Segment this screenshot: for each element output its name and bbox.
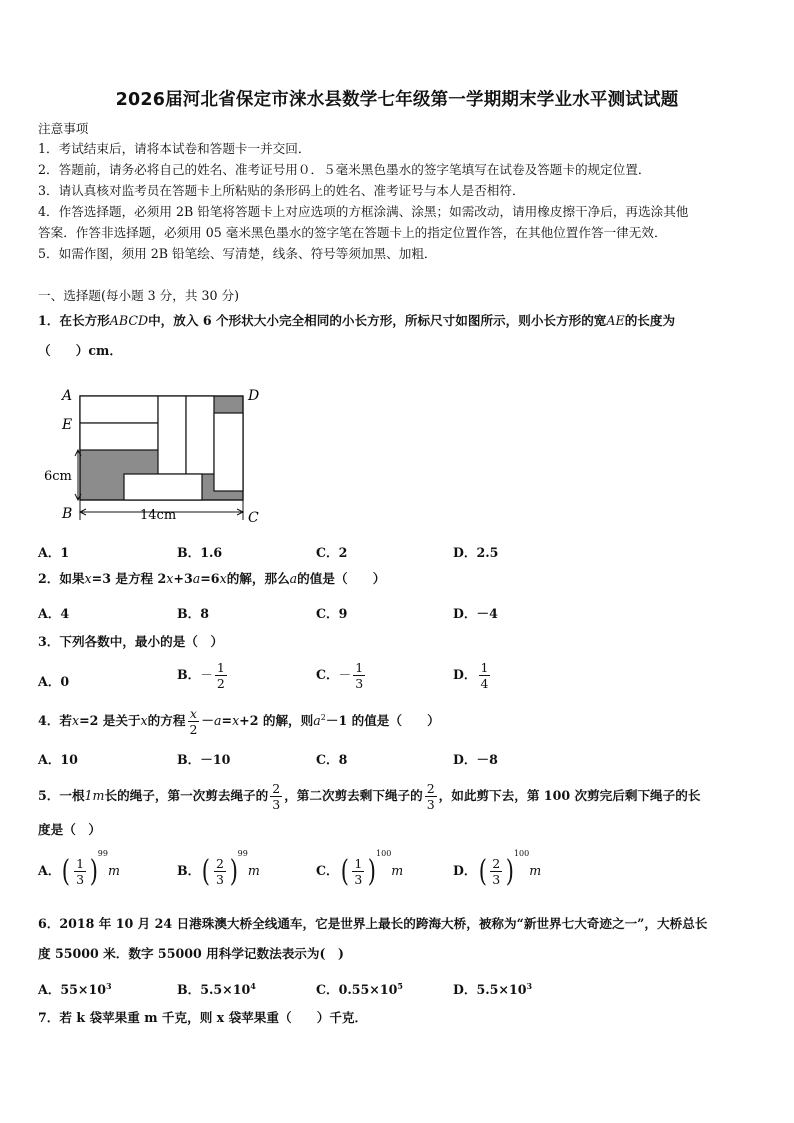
right-paren: ) bbox=[505, 853, 515, 889]
q6-option-a-label: A．55×10 bbox=[38, 982, 106, 997]
label-c: C bbox=[248, 510, 259, 526]
question-6-line1: 6．2018 年 10 月 24 日港珠澳大桥全线通车，它是世界上最长的跨海大桥，被称为“新世界七大奇迹之一”，大桥总长 bbox=[38, 916, 708, 931]
right-paren: ) bbox=[89, 853, 99, 889]
frac-numerator: 1 bbox=[480, 660, 489, 675]
question-1-text bbox=[38, 313, 675, 329]
q2-end: 的值是（ ） bbox=[297, 571, 386, 586]
q6-option-b-label: B．5.5×10 bbox=[177, 982, 251, 997]
q6-option-d[interactable] bbox=[453, 979, 532, 998]
question-3-text: 3．下列各数中，最小的是（ ） bbox=[38, 634, 224, 649]
q5-mid3: ，如此剪下去，第 100 次剪完后剩下绳子的长 bbox=[438, 788, 701, 803]
q4-option-a[interactable]: A．10 bbox=[38, 752, 78, 767]
q2-mid: +3 bbox=[173, 571, 193, 586]
q5-option-a-label: A． bbox=[38, 863, 61, 878]
question-1-line2: （ ）cm． bbox=[38, 343, 122, 358]
q4-minus: － bbox=[201, 713, 214, 728]
notice-item-4: 4．作答选择题，必须用 2B 铅笔将答题卡上对应选项的方框涂满、涂黑；如需改动，请用橡皮擦干净后，再选涂其他 bbox=[38, 204, 689, 219]
q3-option-c-fraction bbox=[353, 660, 365, 691]
q2-option-d[interactable]: D．－4 bbox=[453, 606, 498, 621]
q4-option-c[interactable]: C．8 bbox=[316, 752, 348, 767]
q2-var-x2: x bbox=[166, 571, 174, 586]
q6-option-c[interactable] bbox=[316, 979, 403, 998]
q3-option-d-label: D． bbox=[453, 667, 477, 682]
frac-denominator: 3 bbox=[272, 797, 281, 812]
q1-option-d[interactable]: D．2.5 bbox=[453, 545, 499, 560]
q2-option-b[interactable]: B．8 bbox=[177, 606, 210, 621]
right-paren: ) bbox=[229, 853, 238, 889]
small-rect-4 bbox=[186, 396, 214, 474]
unit: m bbox=[107, 863, 120, 878]
left-paren: ( bbox=[202, 853, 211, 889]
q5-option-b-fraction bbox=[214, 856, 226, 887]
q3-option-c[interactable] bbox=[316, 660, 367, 691]
q6-option-d-label: D．5.5×10 bbox=[453, 982, 527, 997]
question-5-line2: 度是（ ） bbox=[38, 822, 101, 837]
q3-option-b-sign: － bbox=[200, 667, 213, 682]
q5-fraction-1 bbox=[270, 781, 282, 812]
q4-var-a2: a bbox=[313, 713, 321, 728]
q2-post: 的解，那么 bbox=[226, 571, 290, 586]
q4-end: －1 的值是（ ） bbox=[325, 713, 440, 728]
frac-numerator: 2 bbox=[426, 781, 435, 796]
q1-text-b: 中，放入 6 个形状大小完全相同的小长方形，所标尺寸如图所示，则小长方形的宽 bbox=[148, 313, 607, 328]
q4-fraction bbox=[187, 706, 199, 737]
q5-option-a-fraction bbox=[74, 856, 86, 887]
q1-text-a: 1．在长方形 bbox=[38, 313, 110, 328]
question-6-line2: 度 55000 米．数字 55000 用科学记数法表示为( ) bbox=[38, 946, 344, 961]
frac-denominator: 3 bbox=[426, 797, 435, 812]
frac-denominator: 3 bbox=[492, 872, 501, 887]
q1-var-abcd: ABCD bbox=[109, 313, 149, 328]
exponent: 5 bbox=[397, 980, 403, 991]
q1-option-c[interactable]: C．2 bbox=[316, 545, 348, 560]
small-rect-6 bbox=[124, 474, 202, 500]
q2-var-x3: x bbox=[219, 571, 227, 586]
label-a: A bbox=[62, 388, 73, 404]
label-e: E bbox=[62, 417, 73, 433]
frac-numerator: 1 bbox=[355, 660, 364, 675]
frac-denominator: 3 bbox=[76, 872, 85, 887]
q5-mid2: ，第二次剪去剩下绳子的 bbox=[284, 788, 423, 803]
q5-option-d-fraction bbox=[490, 856, 502, 887]
frac-numerator: x bbox=[189, 706, 197, 721]
q4-square: 2 bbox=[320, 712, 326, 722]
frac-denominator: 3 bbox=[215, 872, 224, 887]
q1-var-ae: AE bbox=[606, 313, 625, 328]
left-paren: ( bbox=[62, 853, 71, 889]
q4-option-d[interactable]: D．－8 bbox=[453, 752, 498, 767]
q2-eq1: =3 是方程 2 bbox=[91, 571, 167, 586]
q3-option-b-label: B． bbox=[177, 667, 201, 682]
question-5-text bbox=[38, 776, 700, 816]
left-paren: ( bbox=[478, 853, 487, 889]
frac-numerator: 2 bbox=[492, 856, 501, 871]
q3-option-d[interactable] bbox=[453, 660, 492, 691]
frac-denominator: 3 bbox=[354, 872, 363, 887]
q4-eq: =2 是关于 bbox=[79, 713, 141, 728]
q5-option-c[interactable] bbox=[316, 848, 404, 889]
exponent: 100 bbox=[376, 848, 392, 858]
shaded-region-left-upper bbox=[120, 450, 158, 474]
exponent: 4 bbox=[250, 980, 256, 991]
q3-option-b[interactable] bbox=[177, 660, 229, 691]
q4-option-b[interactable]: B．－10 bbox=[177, 752, 231, 767]
q1-option-b[interactable]: B．1.6 bbox=[177, 545, 223, 560]
q1-text-c: 的长度为 bbox=[624, 313, 676, 328]
q3-option-a[interactable]: A．0 bbox=[38, 674, 70, 689]
unit: m bbox=[529, 863, 542, 878]
q4-mid: 的方程 bbox=[147, 713, 186, 728]
q4-eq2: = bbox=[221, 713, 233, 728]
q4-var-x2: x bbox=[140, 713, 148, 728]
q4-pre: 4．若 bbox=[38, 713, 72, 728]
frac-numerator: 1 bbox=[354, 856, 363, 871]
q5-unit: 1m bbox=[84, 788, 105, 803]
q5-option-b[interactable] bbox=[177, 848, 260, 889]
frac-numerator: 2 bbox=[272, 781, 281, 796]
notice-item-3: 3．请认真核对监考员在答题卡上所粘贴的条形码上的姓名、准考证号与本人是否相符． bbox=[38, 183, 525, 198]
notice-item-1: 1．考试结束后，请将本试卷和答题卡一并交回． bbox=[38, 141, 311, 156]
exponent: 3 bbox=[526, 980, 533, 991]
q6-option-b[interactable] bbox=[177, 979, 256, 998]
q2-option-c[interactable]: C．9 bbox=[316, 606, 348, 621]
label-b: B bbox=[62, 506, 73, 522]
notice-heading: 注意事项 bbox=[38, 121, 89, 136]
question-7-text: 7．若 k 袋苹果重 m 千克，则 x 袋苹果重（ ）千克． bbox=[38, 1010, 368, 1025]
q4-after2: +2 的解，则 bbox=[239, 713, 314, 728]
shaded-region-top-right bbox=[214, 396, 243, 413]
q5-option-b-label: B． bbox=[177, 863, 201, 878]
q6-option-a[interactable] bbox=[38, 979, 112, 998]
question-4-text bbox=[38, 706, 440, 737]
q3-option-c-sign: － bbox=[338, 667, 352, 682]
q5-mid1: 长的绳子，第一次剪去绳子的 bbox=[104, 788, 269, 803]
q4-var-x: x bbox=[71, 713, 80, 728]
small-rect-5 bbox=[214, 413, 243, 491]
q2-var-a2: a bbox=[289, 571, 298, 586]
exponent: 100 bbox=[513, 848, 530, 858]
small-rect-2 bbox=[80, 423, 158, 450]
notice-item-4-cont: 答案．作答非选择题，必须用 05 毫米黑色墨水的签字笔在答题卡上的指定位置作答，在其他位置作答一律无效． bbox=[38, 225, 667, 240]
q4-var-x3: x bbox=[232, 713, 240, 728]
page-title: 2026届河北省保定市涞水县数学七年级第一学期期末学业水平测试试题 bbox=[115, 90, 679, 110]
q2-option-a[interactable]: A．4 bbox=[38, 606, 70, 621]
q5-option-a[interactable] bbox=[38, 848, 120, 889]
small-rect-1 bbox=[80, 396, 158, 423]
shaded-region-left bbox=[80, 450, 120, 500]
frac-numerator: 1 bbox=[76, 856, 85, 871]
unit: m bbox=[247, 863, 260, 878]
label-height-6cm: 6cm bbox=[44, 469, 72, 484]
frac-numerator: 1 bbox=[216, 660, 225, 675]
q5-option-c-fraction bbox=[352, 856, 364, 887]
q3-option-c-label: C． bbox=[316, 667, 339, 682]
frac-numerator: 2 bbox=[215, 856, 224, 871]
frac-denominator: 3 bbox=[355, 676, 364, 691]
q5-pre: 5．一根 bbox=[38, 788, 85, 803]
small-rect-3 bbox=[158, 396, 186, 474]
q5-option-c-label: C． bbox=[316, 863, 339, 878]
section-heading: 一、选择题(每小题 3 分，共 30 分) bbox=[38, 288, 240, 303]
q2-pre: 2．如果 bbox=[38, 571, 85, 586]
q2-mid2: =6 bbox=[200, 571, 220, 586]
q6-option-c-label: C．0.55×10 bbox=[316, 982, 398, 997]
q3-option-d-fraction bbox=[479, 660, 491, 691]
notice-item-2: 2．答题前，请务必将自己的姓名、准考证号用０．５毫米黑色墨水的签字笔填写在试卷及答题卡的规定位置． bbox=[38, 162, 651, 177]
label-d: D bbox=[248, 388, 260, 404]
frac-denominator: 2 bbox=[189, 722, 198, 737]
frac-denominator: 4 bbox=[480, 676, 489, 691]
q5-option-d-label: D． bbox=[453, 863, 477, 878]
label-width-14cm: 14cm bbox=[140, 508, 177, 523]
notice-item-5: 5．如需作图，须用 2B 铅笔绘、写清楚，线条、符号等须加黑、加粗． bbox=[38, 246, 437, 261]
q3-option-b-fraction bbox=[215, 660, 227, 691]
q5-fraction-2 bbox=[425, 781, 437, 812]
q1-option-a[interactable]: A．1 bbox=[38, 545, 70, 560]
right-paren: ) bbox=[368, 853, 377, 889]
q4-var-a: a bbox=[213, 713, 222, 728]
exponent: 99 bbox=[237, 848, 248, 858]
exponent: 3 bbox=[105, 980, 112, 991]
q2-var-x: x bbox=[84, 571, 92, 586]
exponent: 99 bbox=[97, 848, 108, 858]
q5-option-d[interactable] bbox=[453, 848, 542, 889]
q2-var-a: a bbox=[192, 571, 201, 586]
frac-denominator: 2 bbox=[216, 676, 225, 691]
q1-figure bbox=[40, 382, 270, 532]
left-paren: ( bbox=[340, 853, 349, 889]
question-2-text bbox=[38, 571, 385, 587]
unit: m bbox=[391, 863, 404, 878]
